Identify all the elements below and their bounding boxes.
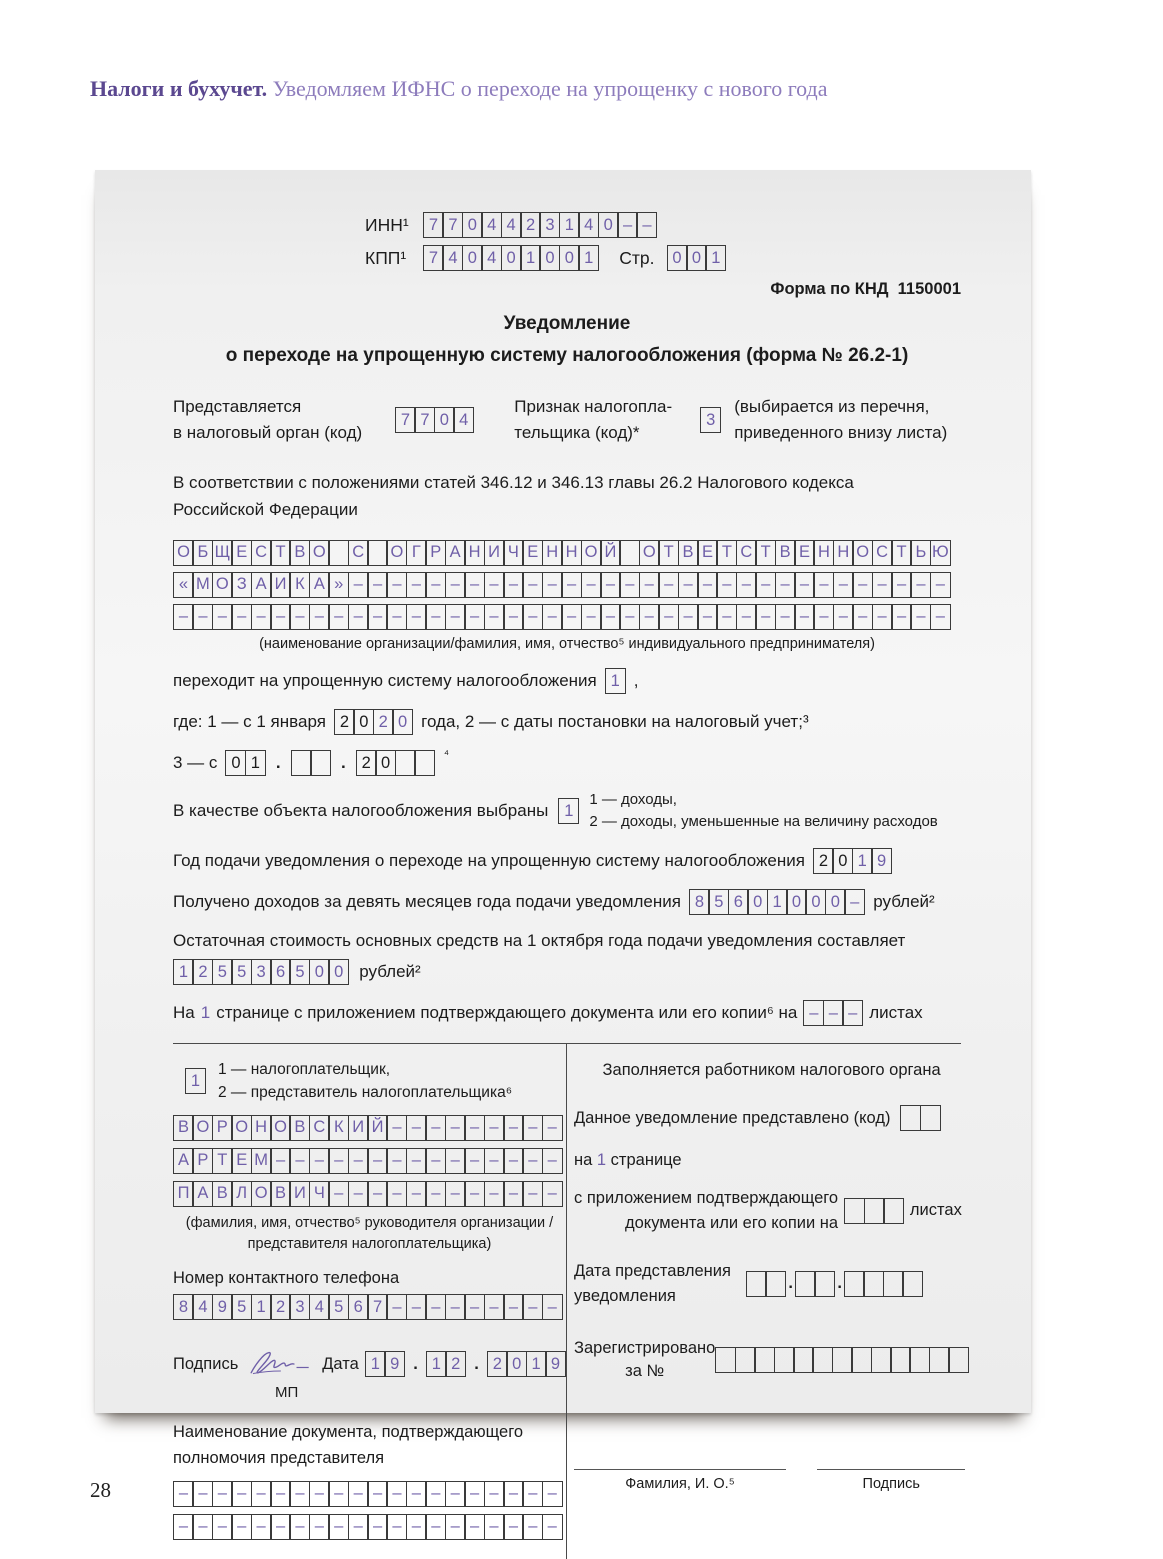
signer-name-cells: А Р Т Е М – – – – – – – – – – – – – – – — [173, 1148, 563, 1174]
office-signature-area — [574, 1469, 969, 1494]
office-date-cells: . . — [746, 1271, 923, 1297]
residual-value-label: Остаточная стоимость основных средств на 1 октября года подачи уведомления составляет — [173, 930, 906, 950]
tax-authority-label: Представляется в налоговый орган (код) — [173, 396, 363, 443]
attachment-sheets-cells: – – – — [803, 1000, 863, 1026]
signer-attribute-options: 1 — налогоплательщик, 2 — представитель налогоплательщика⁶ — [218, 1061, 513, 1102]
tax-office-column — [567, 1044, 969, 1559]
taxation-object-options: 1 — доходы, 2 — доходы, уменьшенные на величину расходов — [589, 791, 938, 831]
since-january-line: где: 1 — с 1 января 2 0 2 0 года, 2 — с даты постановки на налоговый учет;³ — [173, 709, 961, 735]
authority-document-row-1: – – – – – – – – – – – – – – – – – – – – — [173, 1481, 563, 1507]
sign-date-day-cells: 1 9 — [365, 1351, 405, 1377]
sign-date-month-cells: 1 2 — [426, 1351, 466, 1377]
registration-row — [574, 1337, 969, 1383]
signature-scribble — [246, 1348, 314, 1380]
law-reference: В соответствии с положениями статей 346.12 и 346.13 главы 26.2 Налогового кодекса Российской Федерации — [173, 472, 854, 520]
form-title-line2: о переходе на упрощенную систему налогообложения (форма № 26.2-1) — [225, 345, 909, 367]
taxpayer-attribute-label: Признак налогопла- тельщика (код)* — [514, 396, 673, 443]
stamp-placeholder: МП — [275, 1384, 299, 1402]
registration-number-cells — [715, 1347, 969, 1373]
knd-form-code: Форма по КНД 1150001 — [770, 280, 961, 298]
taxation-object-cell: 1 — [558, 798, 579, 824]
registration-label: Зарегистрировано за № — [574, 1338, 716, 1380]
kpp-label: КПП¹ — [365, 247, 407, 268]
since-month-cells — [291, 750, 331, 776]
org-name-row-1: О Б Щ Е С Т В О С О Г Р А Н И Ч Е Н Н О Й О Т В Е Т С Т В Е Н Н О С Т Ь Ю — [173, 540, 951, 566]
signer-attribute-cell: 1 — [185, 1068, 206, 1094]
page-no-label: Стр. — [619, 247, 655, 268]
tax-office-heading: Заполняется работником налогового органа — [602, 1061, 941, 1079]
signer-attribute-row — [185, 1058, 566, 1105]
authority-document-label: Наименование документа, подтверждающего полномочия представителя — [173, 1422, 524, 1468]
office-attachment-cells — [844, 1198, 904, 1224]
notification-year-line: Год подачи уведомления о переходе на упрощенную систему налогообложения 2 0 1 9 — [173, 848, 961, 874]
office-pages-count: 1 — [596, 1151, 607, 1170]
notification-year-cells: 2 0 1 9 — [813, 848, 892, 874]
bottom-columns — [173, 1044, 961, 1559]
date-label: Дата — [322, 1354, 359, 1373]
office-date-row — [574, 1259, 969, 1309]
office-date-label: Дата представления уведомления — [574, 1262, 731, 1306]
presented-code-row: Данное уведомление представлено (код) — [574, 1105, 969, 1131]
signer-patronymic-cells: П А В Л О В И Ч – – – – – – – – – – – – — [173, 1181, 563, 1207]
since-year-cells: 2 0 2 0 — [334, 709, 413, 735]
pages-line: На 1 странице с приложением подтверждающего документа или его копии⁶ на – – – листах — [173, 1000, 961, 1026]
tax-authority-code-cells: 7 7 0 4 — [395, 407, 474, 433]
sign-date-year-cells: 2 0 1 9 — [487, 1351, 566, 1377]
residual-value-cells: 1 2 5 5 3 6 5 0 0 — [173, 959, 349, 985]
taxpayer-column — [173, 1044, 567, 1559]
office-pages-line: на 1 странице — [574, 1151, 682, 1170]
inn-cells: 7 7 0 4 4 2 3 1 4 0 – – — [423, 212, 657, 238]
taxpayer-attribute-cell: 3 — [700, 407, 721, 433]
office-signature-line: Подпись — [817, 1469, 965, 1494]
footnote-4: ⁴ — [443, 747, 450, 762]
kpp-row — [365, 245, 961, 271]
page-number: 28 — [90, 1478, 111, 1502]
residual-value-row: 1 2 5 5 3 6 5 0 0 рублей² — [173, 959, 961, 985]
since-year2-cells: 2 0 — [356, 750, 435, 776]
taxation-object-line: В качестве объекта налогообложения выбраны 1 1 — доходы, 2 — доходы, уменьшенные на величину расходов — [173, 789, 961, 833]
org-name-row-2: « М О З А И К А » – – – – – – – – – – – – – – – – – – – – – – – – – – – – – – – — [173, 572, 951, 598]
org-name-caption: (наименование организации/фамилия, имя, отчество⁵ индивидуального предпринимателя) — [259, 635, 875, 652]
phone-cells: 8 4 9 5 1 2 3 4 5 6 7 – – – – – – – – – — [173, 1294, 563, 1320]
since-date-line: 3 — с 0 1 . . 2 0 ⁴ — [173, 750, 961, 776]
kpp-cells: 7 4 0 4 0 1 0 0 1 — [423, 245, 599, 271]
office-attachment-label: с приложением подтверждающего документа или его копии на — [574, 1188, 839, 1232]
page-no-cells: 0 0 1 — [667, 245, 727, 271]
phone-label: Номер контактного телефона — [173, 1269, 400, 1287]
presented-section — [173, 394, 961, 447]
signature-row: Подпись Дата 1 9 . 1 2 . 2 0 1 9 — [173, 1348, 566, 1380]
presented-code-cells — [900, 1105, 940, 1131]
inn-kpp-block — [365, 212, 961, 271]
income-cells: 8 5 6 0 1 0 0 0 – — [689, 889, 865, 915]
transition-code-cell: 1 — [605, 668, 626, 694]
header-rubric: Налоги и бухучет. — [90, 76, 268, 101]
signature-label: Подпись — [173, 1354, 239, 1373]
signer-surname-cells: В О Р О Н О В С К И Й – – – – – – – – – — [173, 1115, 563, 1141]
inn-row — [365, 212, 961, 238]
inn-label: ИНН¹ — [365, 214, 409, 235]
transition-line: переходит на упрощенную систему налогообложения 1 , — [173, 668, 961, 694]
office-attachment-row: с приложением подтверждающего документа или его копии на листах — [574, 1186, 969, 1236]
office-fio-line: Фамилия, И. О.⁵ — [574, 1469, 786, 1494]
since-day-cells: 0 1 — [225, 750, 265, 776]
income-line: Получено доходов за девять месяцев года подачи уведомления 8 5 6 0 1 0 0 0 – рублей² — [173, 889, 961, 915]
org-name-row-3: – – – – – – – – – – – – – – – – – – – – – – – – – – – – – – – – – – – – – – – – — [173, 604, 951, 630]
signer-caption: (фамилия, имя, отчество⁵ руководителя организации / представителя налогоплательщика) — [185, 1214, 554, 1253]
form-title-line1: Уведомление — [503, 313, 631, 335]
pages-count: 1 — [200, 1002, 211, 1022]
article-header — [90, 76, 828, 102]
attribute-note: (выбирается из перечня, приведенного внизу листа) — [734, 396, 948, 443]
authority-document-row-2: – – – – – – – – – – – – – – – – – – – – — [173, 1514, 563, 1540]
header-title: Уведомляем ИФНС о переходе на упрощенку с нового года — [267, 76, 828, 101]
